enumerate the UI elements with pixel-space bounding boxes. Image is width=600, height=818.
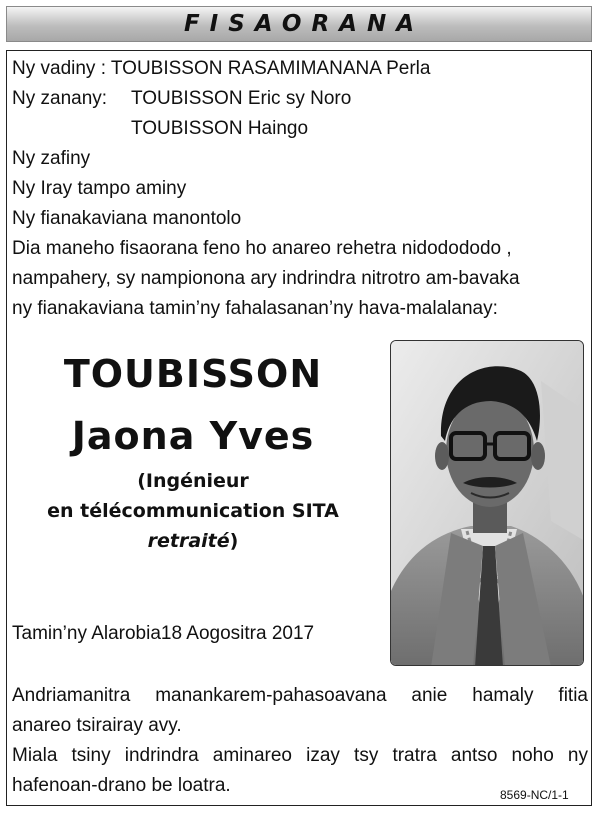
header-banner <box>6 6 592 42</box>
closing-line-3: Miala tsiny indrindra aminareo izay tsy tratra antso noho ny <box>12 745 588 766</box>
deceased-title-line-3 <box>18 529 368 553</box>
closing-line-2: anareo tsirairay avy. <box>12 715 182 736</box>
children-line-2: TOUBISSON Haingo <box>131 118 309 139</box>
retired-word: retraité <box>147 530 230 552</box>
deceased-given-names: Jaona Yves <box>71 414 315 458</box>
closing-paragraph <box>12 684 588 798</box>
closing-line-1: Andriamanitra manankarem-pahasoavana anie hamaly fitia <box>12 685 588 706</box>
date-line: Tamin’ny Alarobia18 Aogositra 2017 <box>12 623 315 644</box>
reference-code: 8569-NC/1-1 <box>500 788 569 802</box>
grandchildren-line: Ny zafiny <box>12 148 91 169</box>
intro-line-2: nampahery, sy nampionona ary indrindra nitrotro am-bavaka <box>12 268 520 289</box>
closing-line-4: hafenoan-drano be loatra. <box>12 775 231 796</box>
deceased-title-line-2: en télécommunication SITA <box>47 500 339 522</box>
spouse-line: Ny vadiny : TOUBISSON RASAMIMANANA Perla <box>12 58 431 79</box>
intro-line-1: Dia maneho fisaorana feno ho anareo rehetra nidodododo , <box>12 238 512 259</box>
deceased-surname: TOUBISSON <box>63 352 323 396</box>
title-close-paren: ) <box>229 530 239 552</box>
portrait-photo <box>390 340 584 666</box>
children-line-1: TOUBISSON Eric sy Noro <box>131 88 352 109</box>
children-label: Ny zanany: <box>12 88 108 109</box>
intro-line-3: ny fianakaviana tamin’ny fahalasanan’ny hava-malalanay: <box>12 298 498 319</box>
header-title: FISAORANA <box>183 11 425 37</box>
relatives-line: Ny fianakaviana manontolo <box>12 208 242 229</box>
portrait-image <box>391 341 584 666</box>
siblings-line: Ny Iray tampo aminy <box>12 178 187 199</box>
deceased-title-line-1: (Ingénieur <box>137 470 249 492</box>
